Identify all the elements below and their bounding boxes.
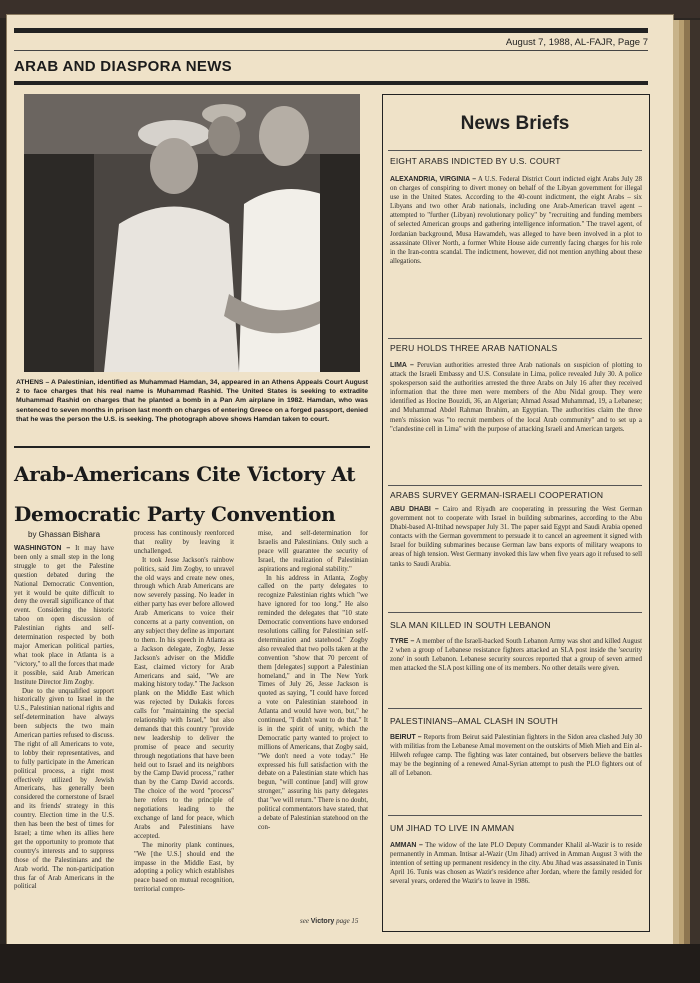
continued-prefix: see xyxy=(300,917,309,925)
brief-body xyxy=(390,175,642,335)
brief-divider xyxy=(388,150,642,151)
top-rule xyxy=(14,28,648,33)
news-briefs-title: News Briefs xyxy=(460,113,570,134)
brief-text: The widow of the late PLO Deputy Commander Khalil al-Wazir is to reside permanently in Amman. Intisar al-Wazir (Um Jihad) arrived in Amman August 3 with the intention of setting up permanent residency in the city. Abu Jihad was assassinated in Tunis April 16. Tunis was chosen as Wazir's residence after Jordan, where the family resided for several years, ordered the Wazir's to leave in 1986. xyxy=(390,842,642,886)
brief-body xyxy=(390,637,642,701)
article-column-3 xyxy=(258,530,368,916)
brief-divider xyxy=(388,708,642,709)
brief-heading: SLA MAN KILLED IN SOUTH LEBANON xyxy=(390,620,551,630)
news-photo xyxy=(24,94,360,372)
folio-rule xyxy=(14,50,648,51)
section-rule xyxy=(14,81,648,85)
article-paragraph: The minority plank continues, "We [the U.S.] should end the impasse in the Middle East, by adopting a policy which establishes peace based on mutual recognition, territorial compro- xyxy=(134,841,234,894)
article-column-1 xyxy=(14,545,114,931)
brief-heading: UM JIHAD TO LIVE IN AMMAN xyxy=(390,823,515,833)
article-headline: Arab-Americans Cite Victory At Democratic Party Convention xyxy=(14,462,356,526)
brief-dateline: ALEXANDRIA, VIRGINIA – xyxy=(390,176,477,183)
brief-body xyxy=(390,841,642,927)
brief-divider xyxy=(388,815,642,816)
brief-text: Cairo and Riyadh are cooperating in pressuring the West German government not to cooperate with Israel in building submarines, according to the Abu Dhabi-based Al-Ittihad newspaper July 31. The paper said Egypt and Saudi Arabia opened contacts with the German government to persuade it to cancel an agreement it signed with Israel for building submarines because German law bans exports of military weapons to areas of high tension. West Germany invoked this law when five years ago it refused to sell tanks to Saudi Arabia. xyxy=(390,506,642,568)
article-paragraph: Due to the unqualified support historically given to Israel in the U.S., Palestinian national rights and self-determination have always been subjects the two main American parties refused to discuss. The right of all Americans to vote, to lobby their representatives, and to fully participate in the American political process, a right most effectively utilized by Jewish Americans, has generally been considered the cornerstone of Israel and its friends' strategy in this country. Election time in the U.S. then has been the best of times for Israel; a time when its allies here get the opportunity to promote that country's interests and to suppress those of the Palestinians and the Arab world. The non-participation thus far of Arab Americans in the political xyxy=(14,687,114,891)
binding-shadow xyxy=(690,20,700,970)
article-paragraph: process has continously reenforced that reality by leaving it unchallenged. xyxy=(134,530,234,555)
brief-text: Peruvian authorities arrested three Arab nationals on suspicion of plotting to attack the Israeli Embassy and U.S. Consulate in Lima, police revealed July 30. A police spokesperson said the authorities arrested the three Arabs on July 16 after they received information that the three men were members of the Abu Nidal group. They were identified as Hocine Bouzidi, 36, an Algerian; Ahmad Assad Muhammad, 19, a Lebanese; and Muhammad Abdel Rahman Ibrahim, an Egyptian. The authorities claim the three men's mission was "to recruit members of the local Arab community" and to set up a "clandestine cell in Lima" with the purpose of attacking Israeli and American targets. xyxy=(390,362,642,433)
continued-line xyxy=(300,917,358,925)
article-byline: by Ghassan Bishara xyxy=(28,530,101,539)
brief-text: Reports from Beirut said Palestinian fighters in the Sidon area clashed July 30 with militias from the Lebanese Amal movement on the outskirts of Mieh Mieh and Ein al-Hilweh refugee camp. The fighting was later contained, but observers believe the battles may be the beginning of a renewed Amal-Syrian attempt to push the PLO fighters out of all of Lebanon. xyxy=(390,734,642,778)
brief-heading: ARABS SURVEY GERMAN-ISRAELI COOPERATION xyxy=(390,490,604,500)
brief-body xyxy=(390,505,642,600)
brief-dateline: ABU DHABI – xyxy=(390,506,439,513)
brief-dateline: LIMA – xyxy=(390,362,414,369)
article-dateline: WASHINGTON – xyxy=(14,545,71,552)
article-column-2 xyxy=(134,530,234,932)
continued-keyword: Victory xyxy=(310,918,335,925)
brief-text: A U.S. Federal District Court indicted eight Arabs July 28 on charges of conspiring to divert money on behalf of the Libyan government for illegal use in the United States. According to the 40-count indictment, the eight Arabs – six Libyans and two other Arab nationals, including one Arab-American travel agent – attempted to "further (Libyan) revolutionary policy" by "recruiting and funding members of selected American groups and gathering intelligence information." The travel agent, of Jordanian background, Musa Hawamdeh, was alleged to have been involved in a plot to assassinate Oliver North, a former White House aide currently facing charges for his role in the Iran-contra scandal. The indictment, however, did not mention anything about these allegations. xyxy=(390,176,642,265)
page-folio: August 7, 1988, AL-FAJR, Page 7 xyxy=(505,37,648,48)
section-title: ARAB AND DIASPORA NEWS xyxy=(14,58,232,75)
article-paragraph: It took Jesse Jackson's rainbow politics, said Jim Zogby, to unravel the old ways and create new ones, through which Arab Americans are now severely passing. No leader in either party has ever before allowed Arab Americans to voice their concerns at a party convention, on any subject they define as important to them. In his speech in Atlanta as a Jackson delegate, Zogby, Jesse Jackson's adviser on the Middle East, claimed victory for Arab Americans and said, "We are making history today." The Jackson plank on the Middle East which was rejected by Dukakis forces calls for "maintaining the special relationship with Israel," but also demands that this country "provide new leadership to deliver the promise of peace and security through negotiations that have been held out to Israel and its neighbors by the Camp David process," rather than by the Camp David accords. The choice of the word "process" here refers to the principle of negotiations leading to the exchange of land for peace, which Arabs and Palestinians have accepted. xyxy=(134,556,234,840)
brief-heading: PERU HOLDS THREE ARAB NATIONALS xyxy=(390,343,558,353)
photo-illustration xyxy=(24,94,360,372)
brief-divider xyxy=(388,612,642,613)
caption-rule xyxy=(14,446,370,448)
article-paragraph: mise, and self-determination for Israelis and Palestinians. Only such a peace will guarantee the security of Israel, the realization of Palestinian aspirations and regional stability." xyxy=(258,530,368,573)
brief-heading: PALESTINIANS–AMAL CLASH IN SOUTH xyxy=(390,716,558,726)
continued-page: page 15 xyxy=(336,917,359,925)
brief-dateline: TYRE – xyxy=(390,638,415,645)
brief-dateline: BEIRUT – xyxy=(390,734,422,741)
brief-dateline: AMMAN – xyxy=(390,842,423,849)
brief-divider xyxy=(388,338,642,339)
brief-heading: EIGHT ARABS INDICTED BY U.S. COURT xyxy=(390,156,561,166)
brief-text: A member of the Israeli-backed South Lebanon Army was shot and killed August 2 when a group of Lebanese resistance fighters attacked an SLA post inside the 'security zone' in south Lebanon. Lebanese security sources reported that a group of seven armed men attacked the SLA post killing one of its members. No other details were given. xyxy=(390,638,642,673)
article-paragraph: In his address in Atlanta, Zogby called on the party delegates to recognize Palestinian rights which "we have ignored for too long." He also reminded the delegates that "10 state Democratic conventions have endorsed resolutions calling for Palestinian self-determination and statehood." Zogby also revealed that two polls taken at the convention "show that 70 percent of them [delegates] support a Palestinian homeland," and in The New York Times of July 26, Jesse Jackson is quoted as saying, "I could have forced a vote on Palestinian statehood in Atlanta and would have won, but," he continued, "I didn't want to do that." It is in the spirit of unity, which the Democratic party wanted to project to millions of Americans, that Zogby said, "We don't need a vote today." He expressed his full satisfaction with the debate on a Palestinian state which has begun, "will continue [and] will grow stronger," assuring his party delegates that "we will return." There is no doubt, political commentators have stated, that a debate of Palestinian statehood on the con- xyxy=(258,574,368,831)
brief-body xyxy=(390,361,642,483)
photo-caption: ATHENS – A Palestinian, identified as Muhammad Hamdan, 34, appeared in an Athens Appeals Court August 2 to face charges that his real name is Muhammad Rashid. The United States is seeking to extradite Muhammad Rashid on charges that he planted a bomb in a Pan Am airplane in 1982. Hamdan, who was sentenced to seven months in prison last month on charges of entering Greece on a forged passport, denied that he was the person the U.S. is seeking. The photograph above shows Hamdan taken to court. xyxy=(16,379,368,423)
brief-divider xyxy=(388,485,642,486)
brief-body xyxy=(390,733,642,807)
article-paragraph: It may have been only a small step in the long struggle to get the Palestine question debated during the National Democratic Convention, yet it would be quite difficult to deny the overall significance of that event. Considering the historic taboo on open discussion of Palestinian rights and self-determination respected by both major American political parties, what took place in Atlanta is a "victory," to all the forces that made it possible, said Arab American Institute Director Jim Zogby. xyxy=(14,545,114,686)
scan-bottom-border xyxy=(0,944,700,983)
